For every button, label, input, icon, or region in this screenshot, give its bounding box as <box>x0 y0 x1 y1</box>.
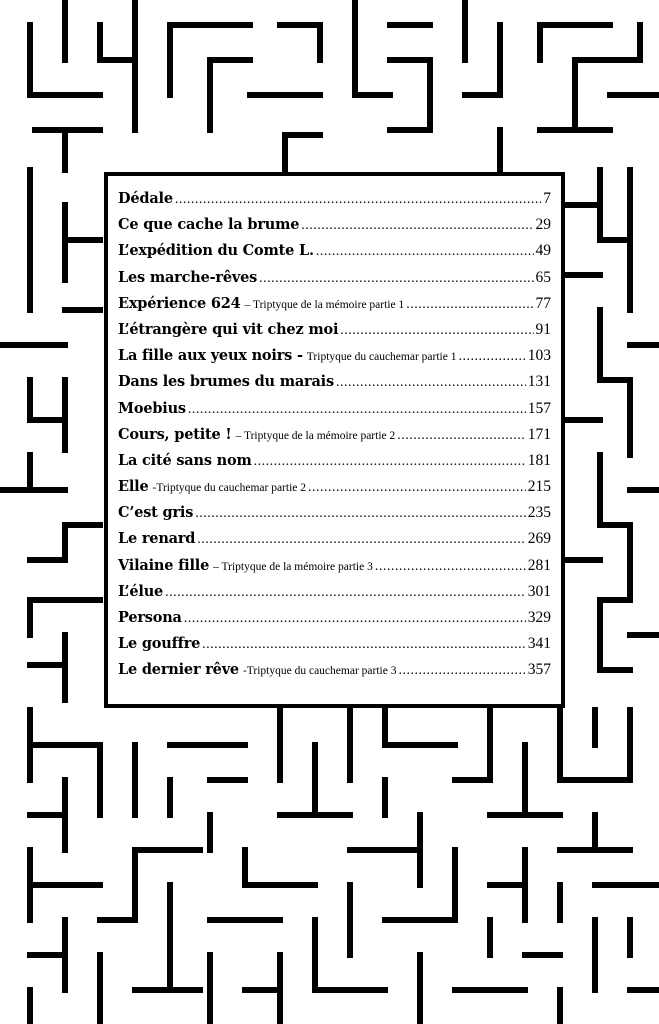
toc-entry-page: 215 <box>527 478 551 496</box>
toc-entry <box>118 557 551 583</box>
toc-dot-leader <box>254 454 526 470</box>
toc-entry-page: 269 <box>527 530 551 548</box>
toc-entry-subtitle: – Triptyque de la mémoire partie 1 <box>244 298 405 311</box>
toc-entry-page: 357 <box>527 661 551 679</box>
toc-entry-title: Expérience 624 <box>118 294 241 312</box>
toc-dot-leader <box>301 218 533 234</box>
toc-entry <box>118 269 551 295</box>
toc-dot-leader <box>398 663 525 679</box>
toc-entry <box>118 295 551 321</box>
toc-entry-title: L’expédition du Comte L. <box>118 242 314 260</box>
toc-entry-title: Persona <box>118 609 182 626</box>
toc-entry-title: Dans les brumes du marais <box>118 373 334 391</box>
toc-dot-leader <box>195 506 526 522</box>
toc-entry-page: 281 <box>527 556 551 574</box>
toc-entry-subtitle: – Triptyque de la mémoire partie 3 <box>213 560 373 573</box>
table-of-contents <box>104 172 565 708</box>
toc-entry-title: Le dernier rêve <box>118 661 239 679</box>
toc-entry-page: 131 <box>527 373 551 391</box>
toc-dot-leader <box>397 428 525 444</box>
toc-entry-page: 301 <box>527 582 551 600</box>
toc-entry-title: Cours, petite ! <box>118 425 232 443</box>
toc-entry-title: La fille aux yeux noirs - <box>118 347 303 365</box>
toc-dot-leader <box>175 192 541 208</box>
toc-entry-title: Moebius <box>118 399 186 417</box>
toc-entry-page: 157 <box>527 399 551 417</box>
toc-entry-title: Vilaine fille <box>118 556 210 574</box>
toc-entry-title: Le gouffre <box>118 635 201 653</box>
toc-entry-page: 77 <box>535 294 551 312</box>
toc-entry <box>118 242 551 268</box>
toc-entry-title: Elle <box>118 478 149 496</box>
toc-entry <box>118 321 551 347</box>
toc-entry-subtitle: -Triptyque du cauchemar partie 2 <box>152 482 306 495</box>
toc-entry-title: L’étrangère qui vit chez moi <box>118 320 339 338</box>
toc-entry-title: Les marche-rêves <box>118 268 258 286</box>
toc-entry-page: 29 <box>535 216 551 234</box>
toc-dot-leader <box>316 244 534 260</box>
toc-entry <box>118 216 551 242</box>
toc-entry-title: Le renard <box>118 530 196 548</box>
toc-dot-leader <box>259 271 533 287</box>
toc-dot-leader <box>308 480 526 496</box>
toc-entry <box>118 400 551 426</box>
toc-entry-title: L’élue <box>118 582 164 600</box>
toc-dot-leader <box>340 323 533 339</box>
toc-entry <box>118 609 551 635</box>
toc-entry-page: 7 <box>543 190 551 207</box>
toc-dot-leader <box>375 559 526 575</box>
toc-entry-title: La cité sans nom <box>118 451 252 469</box>
toc-list <box>118 190 551 688</box>
toc-dot-leader <box>336 375 526 391</box>
toc-dot-leader <box>184 611 526 627</box>
toc-entry-subtitle: – Triptyque de la mémoire partie 2 <box>235 429 396 442</box>
toc-dot-leader <box>458 349 525 365</box>
toc-entry-subtitle: -Triptyque du cauchemar partie 3 <box>242 665 397 678</box>
toc-dot-leader <box>197 532 526 548</box>
toc-entry <box>118 530 551 556</box>
toc-entry-page: 65 <box>535 268 551 286</box>
toc-entry <box>118 347 551 373</box>
toc-entry <box>118 504 551 530</box>
toc-entry-page: 91 <box>535 320 551 338</box>
toc-entry-page: 181 <box>527 451 551 469</box>
toc-entry <box>118 635 551 661</box>
toc-entry-page: 49 <box>535 242 551 260</box>
toc-dot-leader <box>165 585 526 601</box>
toc-entry-page: 171 <box>527 425 551 443</box>
toc-entry <box>118 190 551 216</box>
toc-entry-page: 341 <box>527 635 551 653</box>
toc-entry <box>118 583 551 609</box>
toc-dot-leader <box>188 402 526 418</box>
toc-entry <box>118 661 551 687</box>
toc-entry <box>118 426 551 452</box>
toc-dot-leader <box>202 637 526 653</box>
toc-entry-page: 235 <box>527 504 551 522</box>
toc-entry-page: 103 <box>527 347 551 365</box>
toc-dot-leader <box>406 297 533 313</box>
toc-entry <box>118 373 551 399</box>
toc-entry-title: Ce que cache la brume <box>118 216 300 234</box>
toc-entry-subtitle: Triptyque du cauchemar partie 1 <box>306 351 457 364</box>
toc-entry <box>118 478 551 504</box>
toc-entry-title: Dédale <box>118 190 173 207</box>
toc-entry-title: C’est gris <box>118 504 194 522</box>
toc-entry <box>118 452 551 478</box>
toc-entry-page: 329 <box>527 609 551 626</box>
